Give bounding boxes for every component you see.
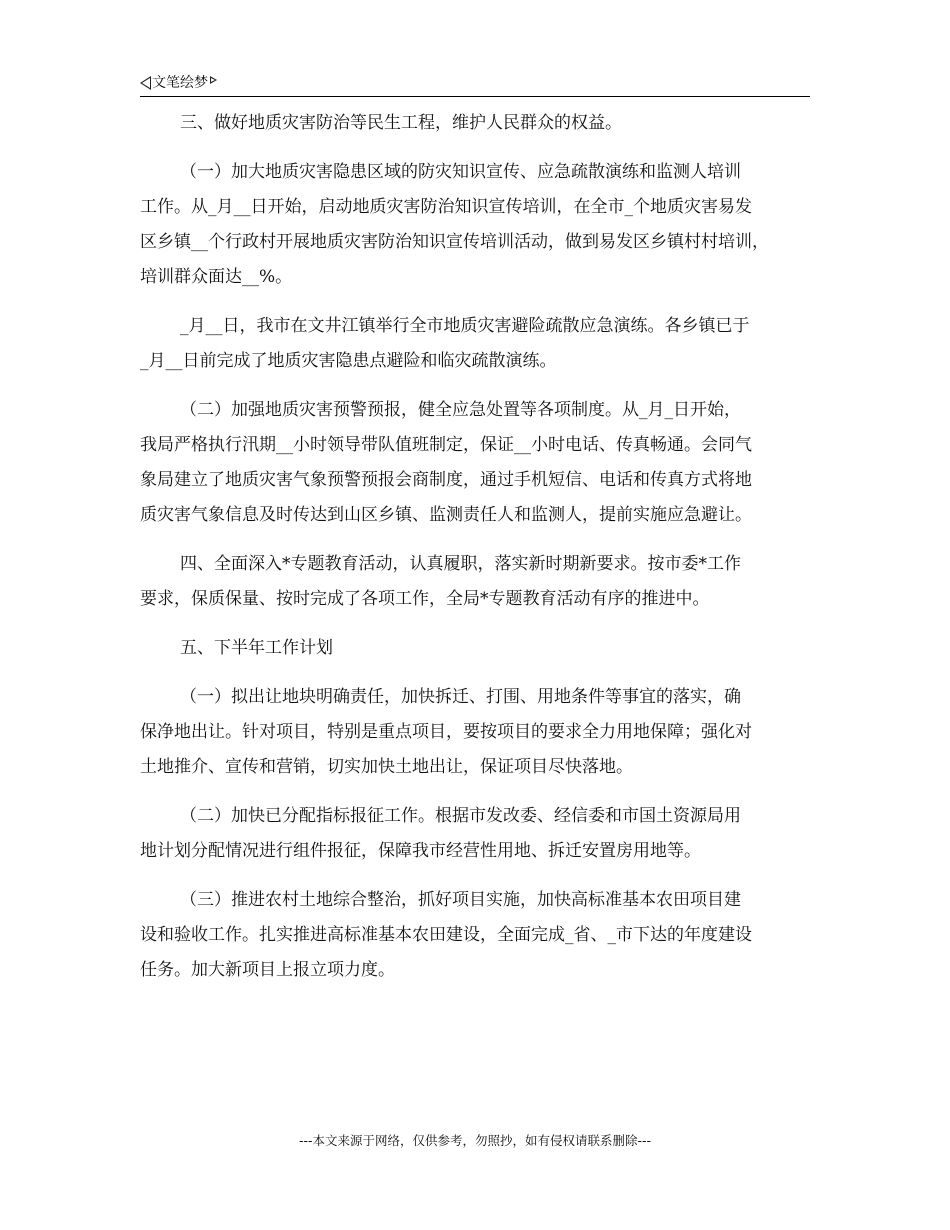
paragraph-3-2 bbox=[140, 393, 812, 533]
page-footer: ---本文来源于网络，仅供参考，勿照抄，如有侵权请联系删除--- bbox=[298, 1133, 652, 1148]
paragraph-5-1 bbox=[140, 680, 812, 785]
paragraph-line: 保净地出让。针对项目，特别是重点项目，要按项目的要求全力用地保障；强化对 bbox=[140, 722, 752, 742]
paragraph-5-3 bbox=[140, 883, 812, 988]
paragraph-line: 培训群众面达__%。 bbox=[140, 267, 293, 287]
paragraph-line: 任务。加大新项目上报立项力度。 bbox=[140, 960, 395, 980]
paragraph-line: 地计划分配情况进行组件报征，保障我市经营性用地、拆迁安置房用地等。 bbox=[140, 841, 701, 861]
paragraph-line: 工作。从_月__日开始，启动地质灾害防治知识宣传培训，在全市_个地质灾害易发 bbox=[140, 197, 752, 217]
paragraph-line: 象局建立了地质灾害气象预警预报会商制度，通过手机短信、电话和传真方式将地 bbox=[140, 470, 752, 490]
paragraph-line: 三、做好地质灾害防治等民生工程，维护人民群众的权益。 bbox=[180, 113, 622, 133]
paragraph-line: 我局严格执行汛期__小时领导带队值班制定，保证__小时电话、传真畅通。会同气 bbox=[140, 435, 752, 455]
paragraph-section-5 bbox=[140, 631, 812, 666]
paragraph-section-3 bbox=[140, 106, 812, 141]
paragraph-line: _月__日，我市在文井江镇举行全市地质灾害避险疏散应急演练。各乡镇已于 bbox=[180, 316, 750, 336]
paragraph-5-2 bbox=[140, 799, 812, 869]
paragraph-line: （一）加大地质灾害隐患区域的防灾知识宣传、应急疏散演练和监测人培训 bbox=[180, 162, 741, 182]
paragraph-line: 五、下半年工作计划 bbox=[180, 638, 333, 658]
paragraph-line: 要求，保质保量、按时完成了各项工作，全局*专题教育活动有序的推进中。 bbox=[140, 589, 710, 609]
header-logo bbox=[140, 72, 217, 94]
paragraph-line: 区乡镇__个行政村开展地质灾害防治知识宣传培训活动，做到易发区乡镇村村培训， bbox=[140, 232, 769, 252]
paragraph-line: （二）加快已分配指标报征工作。根据市发改委、经信委和市国土资源局用 bbox=[180, 806, 741, 826]
paragraph-line: （三）推进农村土地综合整治，抓好项目实施，加快高标准基本农田项目建 bbox=[180, 890, 741, 910]
paragraph-line: 土地推介、宣传和营销，切实加快土地出让，保证项目尽快落地。 bbox=[140, 757, 633, 777]
paragraph-line: （二）加强地质灾害预警预报，健全应急处置等各项制度。从_月_日开始， bbox=[180, 400, 741, 420]
paragraph-line: _月__日前完成了地质灾害隐患点避险和临灾疏散演练。 bbox=[140, 351, 557, 371]
paragraph-line: 四、全面深入*专题教育活动，认真履职，落实新时期新要求。按市委*工作 bbox=[180, 554, 741, 574]
paragraph-drill bbox=[140, 309, 812, 379]
logo-text: 文笔绘梦 bbox=[152, 75, 208, 91]
left-triangle-icon bbox=[140, 76, 151, 90]
page-header bbox=[140, 72, 810, 97]
paragraph-line: （一）拟出让地块明确责任，加快拆迁、打围、用地条件等事宜的落实，确 bbox=[180, 687, 741, 707]
document-body bbox=[140, 106, 812, 1002]
paragraph-line: 质灾害气象信息及时传达到山区乡镇、监测责任人和监测人，提前实施应急避让。 bbox=[140, 505, 752, 525]
paragraph-3-1 bbox=[140, 155, 812, 295]
paragraph-line: 设和验收工作。扎实推进高标准基本农田建设，全面完成_省、_市下达的年度建设 bbox=[140, 925, 752, 945]
paragraph-section-4 bbox=[140, 547, 812, 617]
right-triangle-icon bbox=[210, 76, 217, 84]
